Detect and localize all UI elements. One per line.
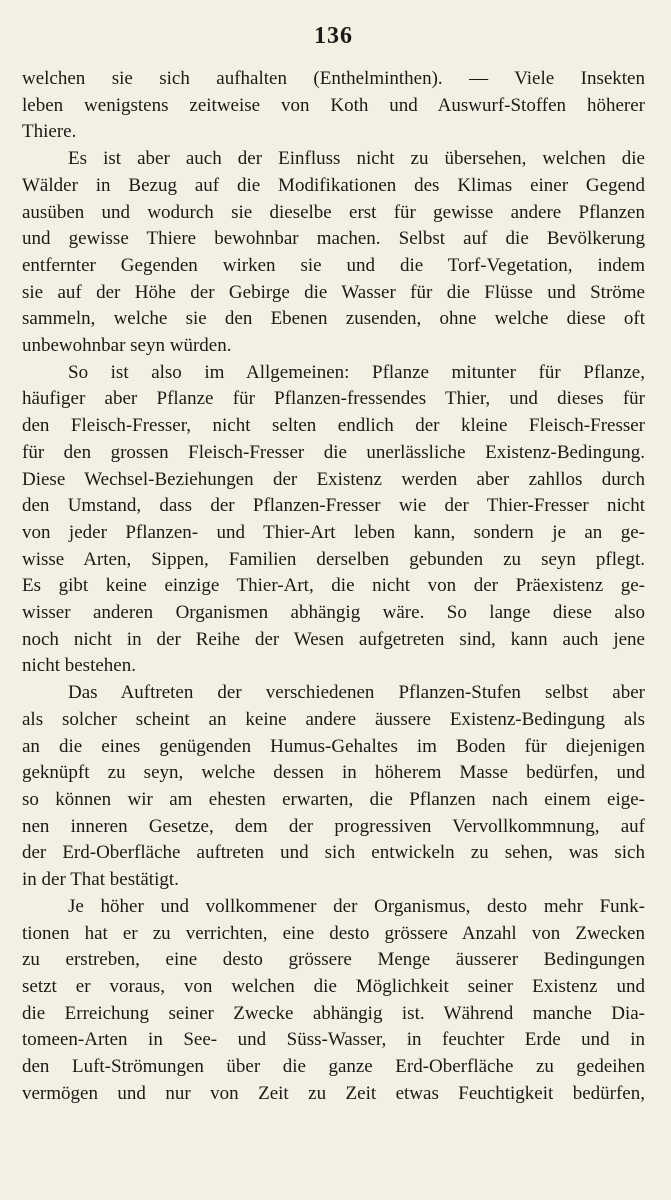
text-line: an die eines genügenden Humus-Gehaltes im Boden für diejenigen bbox=[22, 735, 645, 757]
text-line: leben wenigstens zeitweise von Koth und Auswurf-Stoffen höherer bbox=[22, 94, 645, 116]
text-line: Diese Wechsel-Beziehungen der Existenz werden aber zahllos durch bbox=[22, 468, 645, 490]
text-line: tionen hat er zu verrichten, eine desto grössere Anzahl von Zwecken bbox=[22, 922, 645, 944]
text-line: Das Auftreten der verschiedenen Pflanzen-Stufen selbst aber bbox=[68, 682, 645, 704]
text-line: in der That bestätigt. bbox=[22, 869, 179, 891]
paragraph bbox=[22, 146, 645, 360]
text-line: den Fleisch-Fresser, nicht selten endlich der kleine Fleisch-Fresser bbox=[22, 415, 645, 437]
text-line: und gewisse Thiere bewohnbar machen. Selbst auf die Bevölkerung bbox=[22, 228, 645, 250]
text-line: für den grossen Fleisch-Fresser die unerlässliche Existenz-Bedingung. bbox=[22, 441, 645, 463]
paragraph bbox=[22, 66, 645, 146]
text-line: der Erd-Oberfläche auftreten und sich entwickeln zu sehen, was sich bbox=[22, 842, 645, 864]
page-number: 136 bbox=[314, 23, 353, 49]
text-line: entfernter Gegenden wirken sie und die Torf-Vegetation, indem bbox=[22, 254, 645, 276]
text-line: nen inneren Gesetze, dem der progressiven Vervollkommnung, auf bbox=[22, 815, 645, 837]
text-line: nicht bestehen. bbox=[22, 655, 136, 677]
paragraph bbox=[22, 894, 645, 1108]
text-line: Thiere. bbox=[22, 121, 77, 143]
body-text bbox=[22, 66, 645, 1107]
text-line: von jeder Pflanzen- und Thier-Art leben kann, sondern je an ge- bbox=[22, 521, 645, 543]
text-line: zu erstreben, eine desto grössere Menge äusserer Bedingungen bbox=[22, 949, 645, 971]
text-line: als solcher scheint an keine andere äussere Existenz-Bedingung als bbox=[22, 708, 645, 730]
text-line: sammeln, welche sie den Ebenen zusenden, ohne welche diese oft bbox=[22, 308, 645, 330]
text-line: wisser anderen Organismen abhängig wäre. So lange diese also bbox=[22, 602, 645, 624]
text-line: häufiger aber Pflanze für Pflanzen-fressendes Thier, und dieses für bbox=[22, 388, 645, 410]
text-line: den Luft-Strömungen über die ganze Erd-Oberfläche zu gedeihen bbox=[22, 1056, 645, 1078]
text-line: die Erreichung seiner Zwecke abhängig ist. Während manche Dia- bbox=[22, 1002, 645, 1024]
text-line: Es ist aber auch der Einfluss nicht zu übersehen, welchen die bbox=[68, 148, 645, 170]
paragraph bbox=[22, 680, 645, 894]
text-line: So ist also im Allgemeinen: Pflanze mitunter für Pflanze, bbox=[68, 361, 645, 383]
text-line: so können wir am ehesten erwarten, die Pflanzen nach einem eige- bbox=[22, 788, 645, 810]
text-line: sie auf der Höhe der Gebirge die Wasser für die Flüsse und Ströme bbox=[22, 281, 645, 303]
text-line: setzt er voraus, von welchen die Möglichkeit seiner Existenz und bbox=[22, 975, 645, 997]
text-line: welchen sie sich aufhalten (Enthelminthen). — Viele Insekten bbox=[22, 68, 645, 89]
text-line: geknüpft zu seyn, welche dessen in höherem Masse bedürfen, und bbox=[22, 762, 645, 784]
paragraph bbox=[22, 360, 645, 680]
text-line: tomeen-Arten in See- und Süss-Wasser, in feuchter Erde und in bbox=[22, 1029, 645, 1051]
text-line: Es gibt keine einzige Thier-Art, die nicht von der Präexistenz ge- bbox=[22, 575, 645, 597]
text-line: ausüben und wodurch sie dieselbe erst für gewisse andere Pflanzen bbox=[22, 201, 645, 223]
text-line: noch nicht in der Reihe der Wesen aufgetreten sind, kann auch jene bbox=[22, 628, 645, 650]
text-line: den Umstand, dass der Pflanzen-Fresser wie der Thier-Fresser nicht bbox=[22, 495, 645, 517]
text-line: wisse Arten, Sippen, Familien derselben gebunden zu seyn pflegt. bbox=[22, 548, 645, 570]
text-line: Je höher und vollkommener der Organismus, desto mehr Funk- bbox=[68, 895, 645, 917]
text-line: vermögen und nur von Zeit zu Zeit etwas Feuchtigkeit bedürfen, bbox=[22, 1082, 645, 1104]
text-line: unbewohnbar seyn würden. bbox=[22, 335, 232, 357]
text-line: Wälder in Bezug auf die Modifikationen des Klimas einer Gegend bbox=[22, 174, 645, 196]
